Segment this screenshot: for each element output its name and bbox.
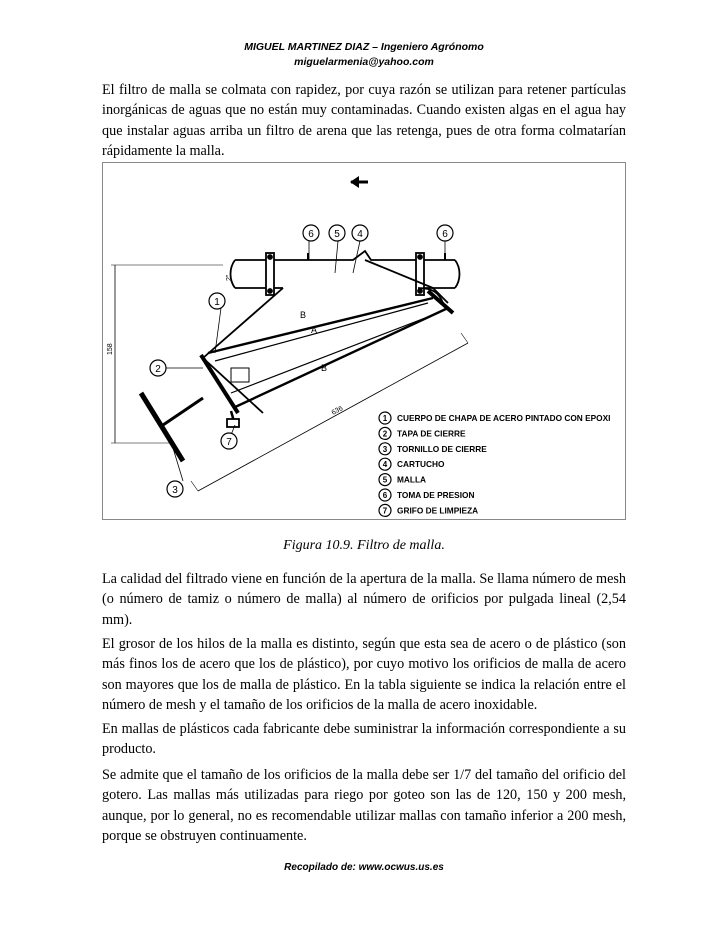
legend-number-2: 2 bbox=[382, 429, 388, 439]
legend-text-1: CUERPO DE CHAPA DE ACERO PINTADO CON EPOXI bbox=[397, 413, 611, 423]
legend-number-7: 7 bbox=[382, 506, 388, 516]
callout-2: 2 bbox=[155, 364, 161, 375]
paragraph-4: En mallas de plásticos cada fabricante debe suministrar la información correspondiente a su producto. bbox=[102, 721, 626, 758]
paragraph-3: El grosor de los hilos de la malla es distinto, según que esta sea de acero o de plástico (son más finos los de acero que los de plástico), por cuyo motivo los orificios de malla de acero son mayores que los de malla de plástico. En la tabla siguiente se indica la relación entre el número de mesh y el tamaño de los orificios de la malla de acero inoxidable. bbox=[102, 636, 626, 713]
zone-b-label-bottom: B bbox=[321, 363, 328, 373]
legend-text-3: TORNILLO DE CIERRE bbox=[397, 443, 487, 454]
paragraph-5: Se admite que el tamaño de los orificios de la malla debe ser 1/7 del tamaño del orificio del gotero. Las mallas más utilizadas para riego por goteo son las de 120, 150 y 200 mesh, aunque, por lo general, no es recomendable utilizar mallas con tamaño inferior a 200 mesh, porque se obstruyen continuamente. bbox=[102, 767, 626, 844]
legend-number-1: 1 bbox=[382, 414, 388, 423]
legend-text-2: TAPA DE CIERRE bbox=[397, 428, 466, 439]
paragraph-1: El filtro de malla se colmata con rapidez, por cuya razón se utilizan para retener partículas inorgánicas de aguas que no están muy contaminadas. Cuando existen algas en el agua hay que instalar aguas arriba un filtro de arena que las retenga, pues de otra forma colmatarían rápidamente la malla. bbox=[102, 82, 626, 159]
dim-right-label: 636 bbox=[330, 405, 345, 417]
author-email: miguelarmenia@yahoo.com bbox=[294, 56, 434, 68]
callout-4: 4 bbox=[357, 229, 363, 240]
callout-1: 1 bbox=[214, 297, 220, 308]
figure-caption: Figura 10.9. Filtro de malla. bbox=[283, 538, 445, 553]
callout-3: 3 bbox=[172, 485, 178, 496]
dim-pipe-label: 2" bbox=[226, 274, 233, 281]
author-line: MIGUEL MARTINEZ DIAZ – Ingeniero Agrónomo bbox=[244, 41, 484, 53]
callout-6b: 6 bbox=[442, 229, 448, 240]
mesh-filter-diagram bbox=[103, 163, 625, 519]
callout-6a: 6 bbox=[308, 229, 314, 240]
legend bbox=[379, 412, 610, 516]
page-header bbox=[0, 40, 728, 70]
zone-a-label: A bbox=[311, 325, 318, 335]
legend-text-5: MALLA bbox=[397, 474, 427, 485]
dim-left-label: 158 bbox=[107, 343, 114, 355]
page-footer: Recopilado de: www.ocwus.us.es bbox=[284, 862, 444, 873]
legend-number-4: 4 bbox=[382, 460, 388, 470]
callout-7: 7 bbox=[226, 437, 232, 448]
legend-text-6: TOMA DE PRESION bbox=[397, 490, 475, 500]
filter-figure bbox=[102, 162, 626, 520]
legend-number-3: 3 bbox=[382, 444, 388, 454]
legend-number-5: 5 bbox=[382, 475, 388, 485]
zone-b-label-top: B bbox=[300, 310, 307, 320]
legend-number-6: 6 bbox=[382, 491, 388, 500]
legend-text-7: GRIFO DE LIMPIEZA bbox=[397, 505, 479, 516]
callouts bbox=[150, 225, 453, 497]
legend-text-4: CARTUCHO bbox=[397, 459, 445, 470]
paragraph-2: La calidad del filtrado viene en función de la apertura de la malla. Se llama número de mesh (o número de tamiz o número de malla) al número de orificios por pulgada lineal (2,54 mm). bbox=[102, 571, 626, 628]
callout-5: 5 bbox=[334, 229, 340, 240]
